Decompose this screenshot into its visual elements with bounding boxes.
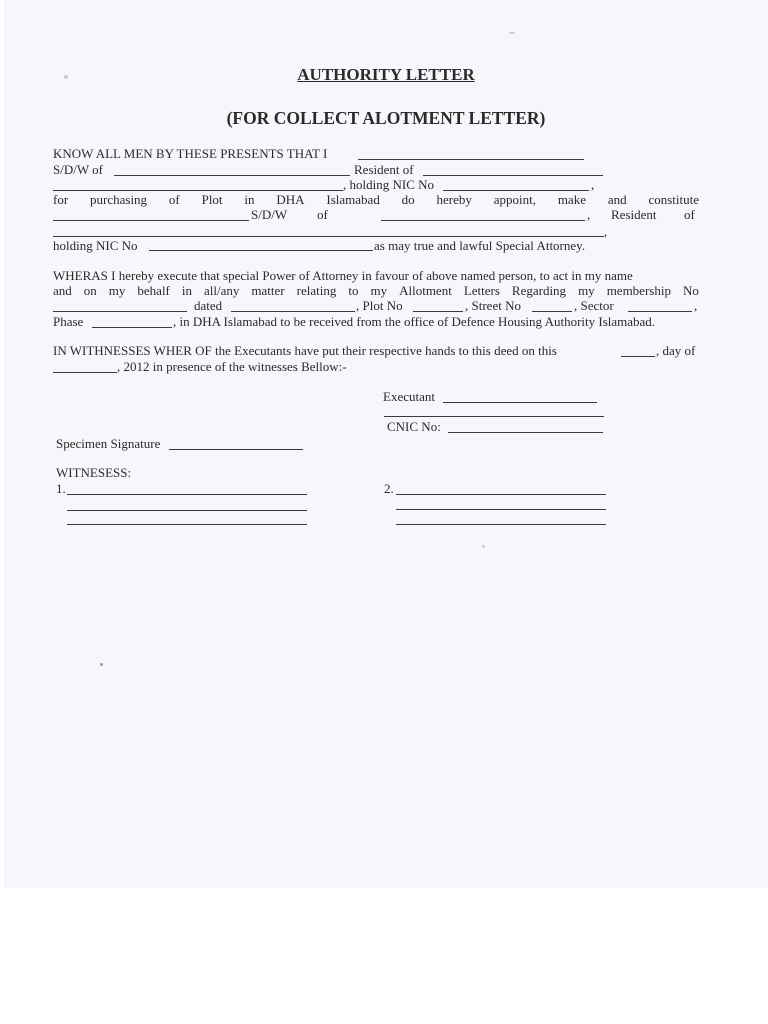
word: hereby [436, 192, 472, 207]
p2-line4-text: , in DHA Islamabad to be received from the office of Defence Housing Authority Islamabad. [173, 314, 656, 329]
document-title: AUTHORITY LETTER [297, 65, 475, 84]
p2-line2 [53, 283, 699, 298]
principal-residence-blank[interactable] [423, 175, 603, 176]
p2-line1-text: WHERAS I hereby execute that special Power of Attorney in favour of above named person, to act in my name [53, 268, 633, 283]
p2-sector-label: , Sector [574, 298, 614, 313]
word: on [83, 283, 97, 298]
word: Allotment [399, 283, 452, 298]
executant-name-blank[interactable] [384, 416, 604, 417]
word: behalf [137, 283, 170, 298]
word: to [348, 283, 359, 298]
witness-1-label: 1. [56, 481, 66, 496]
p2-plot-label: , Plot No [356, 298, 403, 313]
word: in [181, 283, 193, 298]
word: Islamabad [326, 192, 380, 207]
witness-1-signature-blank[interactable] [67, 494, 307, 495]
attorney-name-blank[interactable] [53, 220, 249, 221]
witness-2-label: 2. [384, 481, 394, 496]
word: Regarding [511, 283, 567, 298]
word: DHA [276, 192, 305, 207]
street-no-blank[interactable] [532, 311, 572, 312]
deed-day-blank[interactable] [621, 356, 655, 357]
p1-line6-comma: , [604, 224, 608, 239]
word: make [557, 192, 586, 207]
p1-comma: , [591, 177, 595, 192]
p1-attorney-of-label: of [317, 207, 328, 222]
attorney-nic-blank[interactable] [149, 250, 373, 251]
cnic-label: CNIC No: [387, 419, 441, 434]
word: and [53, 283, 72, 298]
word: membership [606, 283, 671, 298]
word: No [682, 283, 699, 298]
word: purchasing [90, 192, 148, 207]
scan-speck [100, 663, 103, 666]
principal-parent-blank[interactable] [114, 175, 350, 176]
scanned-page [4, 0, 768, 888]
p1-line4 [53, 192, 699, 207]
word: Plot [201, 192, 223, 207]
scan-speck [482, 545, 485, 548]
p3-day-of-label: , day of [656, 343, 696, 358]
p1-line7-text: as may true and lawful Special Attorney. [374, 238, 586, 253]
executant-label: Executant [383, 389, 435, 404]
word: relating [296, 283, 337, 298]
witness-2-name-blank[interactable] [396, 509, 606, 510]
deed-month-blank[interactable] [53, 372, 117, 373]
word: Letters [463, 283, 500, 298]
p1-attorney-comma: , [587, 207, 591, 222]
witness-2-signature-blank[interactable] [396, 494, 606, 495]
word: my [108, 283, 126, 298]
sector-blank[interactable] [628, 311, 692, 312]
witness-1-name-blank[interactable] [67, 510, 307, 511]
witness-2-cnic-blank[interactable] [396, 524, 606, 525]
word: for [53, 192, 69, 207]
word: in [244, 192, 255, 207]
scan-speck [509, 32, 515, 34]
cnic-blank[interactable] [448, 432, 603, 433]
attorney-parent-blank[interactable] [381, 220, 585, 221]
word: appoint, [493, 192, 536, 207]
p1-line1-text: KNOW ALL MEN BY THESE PRESENTS THAT I [53, 146, 328, 161]
word: all/any [204, 283, 240, 298]
p1-attorney-of2-label: of [684, 207, 695, 222]
p1-resident-label: Resident of [354, 162, 414, 177]
word: and [607, 192, 627, 207]
p1-attorney-nic-label: holding NIC No [53, 238, 138, 253]
p2-dated-label: dated [194, 298, 223, 313]
principal-nic-blank[interactable] [443, 190, 589, 191]
document-subtitle: (FOR COLLECT ALOTMENT LETTER) [226, 108, 546, 128]
dated-blank[interactable] [231, 311, 355, 312]
word: do [401, 192, 415, 207]
phase-blank[interactable] [92, 327, 172, 328]
principal-address-blank[interactable] [53, 190, 343, 191]
p2-sector-comma: , [694, 298, 698, 313]
word: constitute [648, 192, 699, 207]
specimen-signature-blank[interactable] [169, 449, 303, 450]
word: matter [251, 283, 285, 298]
membership-no-blank[interactable] [53, 311, 187, 312]
attorney-residence-blank[interactable] [53, 236, 604, 237]
witness-1-cnic-blank[interactable] [67, 524, 307, 525]
word: of [168, 192, 180, 207]
p2-phase-label: Phase [53, 314, 84, 329]
p3-line1-text: IN WITHNESSES WHER OF the Executants have put their respective hands to this deed on this [53, 343, 557, 358]
principal-name-blank[interactable] [358, 159, 584, 160]
executant-signature-blank[interactable] [443, 402, 597, 403]
p1-sdw-label: S/D/W of [53, 162, 103, 177]
p1-attorney-sdw-label: S/D/W [251, 207, 288, 222]
specimen-signature-label: Specimen Signature [56, 436, 161, 451]
witnesses-label: WITNESESS: [56, 465, 132, 480]
word: my [370, 283, 388, 298]
p1-attorney-resident-label: Resident [611, 207, 657, 222]
p1-holding-nic-label: , holding NIC No [343, 177, 434, 192]
p3-line2-text: , 2012 in presence of the witnesses Bellow:- [117, 359, 347, 374]
plot-no-blank[interactable] [413, 311, 463, 312]
word: my [578, 283, 595, 298]
p2-street-label: , Street No [465, 298, 521, 313]
